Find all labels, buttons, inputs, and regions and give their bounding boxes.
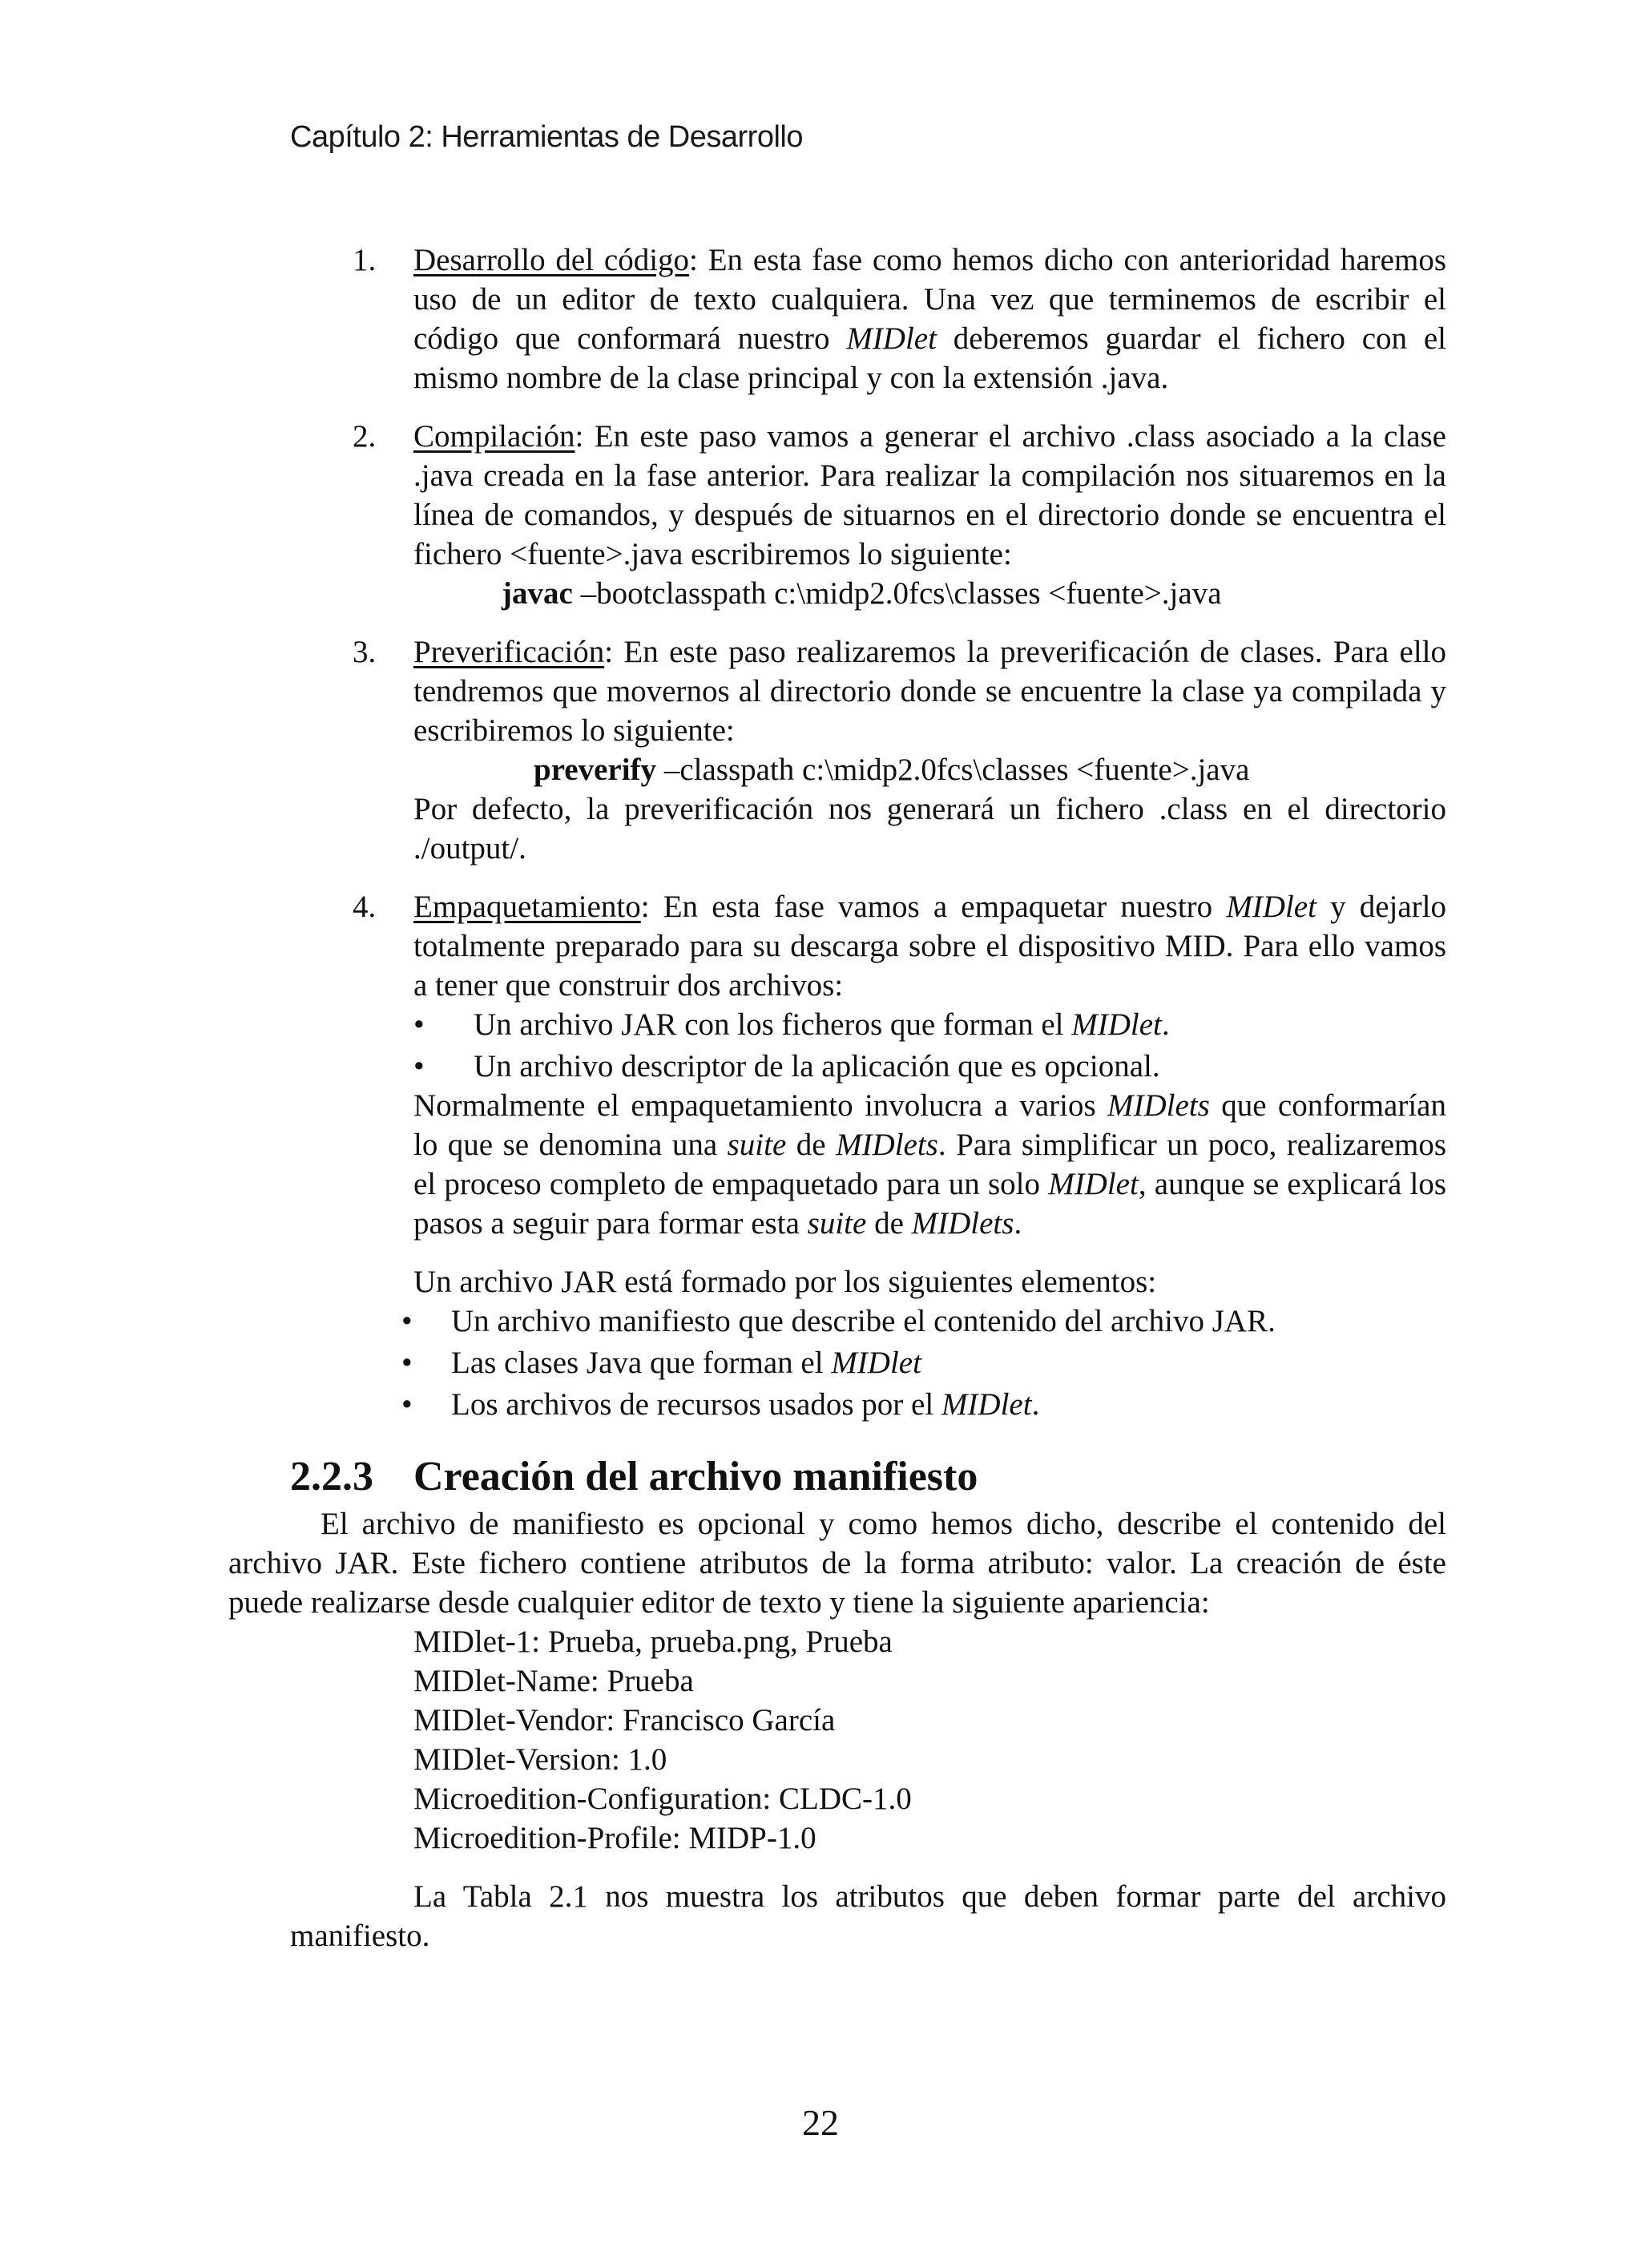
closing-paragraph: La Tabla 2.1 nos muestra los atributos que deben formar parte del archivo manifiesto. <box>290 1879 1446 1953</box>
bullet-item: • Un archivo descriptor de la aplicación que es opcional. <box>413 1047 1446 1086</box>
bullet-icon: • <box>401 1346 413 1380</box>
list-item <box>228 887 1446 1243</box>
manifest-line: MIDlet-Vendor: Francisco García <box>413 1703 836 1737</box>
step-text: deberemos guardar el fichero con el mismo nombre de la clase principal y con la extensión .java. <box>413 321 1446 395</box>
page-number: 22 <box>802 2102 839 2143</box>
manifest-example <box>228 1622 1446 1858</box>
section-number: 2.2.3 <box>290 1454 373 1499</box>
step-title: Preverificación <box>413 635 605 669</box>
step-text: : En esta fase como hemos dicho con anterioridad haremos uso de un editor de texto cualquiera. Una vez que terminemos de escribir el código que conformará nuestro <box>413 243 1446 356</box>
command-line <box>413 574 1446 613</box>
manifest-line: MIDlet-Version: 1.0 <box>413 1742 667 1777</box>
file-bullets <box>413 1005 1446 1086</box>
jar-elements <box>228 1262 1446 1424</box>
step-italic: MIDlet <box>1226 890 1316 924</box>
section-title: Creación del archivo manifiesto <box>413 1454 978 1499</box>
list-item <box>228 417 1446 613</box>
page-content <box>228 240 1446 1955</box>
step-text: y dejarlo totalmente preparado para su descarga sobre el dispositivo MID. Para ello vamos a tener que construir dos archivos: <box>413 890 1447 1003</box>
page-header: Capítulo 2: Herramientas de Desarrollo <box>290 120 803 154</box>
step-title: Desarrollo del código <box>413 243 690 277</box>
manifest-line: MIDlet-1: Prueba, prueba.png, Prueba <box>413 1624 893 1659</box>
bullet-icon: • <box>413 1049 425 1084</box>
command-line <box>413 750 1446 789</box>
manifest-line: MIDlet-Name: Prueba <box>413 1664 694 1698</box>
steps-list <box>228 240 1446 1243</box>
bullet-item: • Las clases Java que forman el MIDlet <box>401 1343 1434 1382</box>
manifest-line: Microedition-Profile: MIDP-1.0 <box>413 1821 816 1855</box>
list-number: 2. <box>353 419 377 454</box>
bullet-icon: • <box>413 1007 425 1042</box>
step-text: : En esta fase vamos a empaquetar nuestro <box>640 890 1227 924</box>
list-item <box>228 240 1446 398</box>
jar-bullets <box>401 1301 1446 1424</box>
manifest-line: Microedition-Configuration: CLDC-1.0 <box>413 1782 912 1816</box>
list-number: 4. <box>353 890 377 924</box>
command-args: –bootclasspath c:\midp2.0fcs\classes <fuente>.java <box>572 576 1222 611</box>
bullet-item: • Los archivos de recursos usados por el MIDlet. <box>401 1385 1434 1424</box>
section-heading <box>290 1451 1446 1503</box>
step-text: : En este paso vamos a generar el archivo .class asociado a la clase .java creada en la fase anterior. Para realizar la compilación nos situaremos en la línea de comandos, y después de situarnos en el directorio donde se encuentra el fichero <fuente>.java escribiremos lo siguiente: <box>413 419 1446 571</box>
command-name: javac <box>502 576 573 611</box>
packaging-paragraph: Normalmente el empaquetamiento involucra a varios MIDlets que conformarían lo que se denomina una suite de MIDlets. Para simplificar un poco, realizaremos el proceso completo de empaquetado para un solo MIDlet, aunque se explicará los pasos a seguir para formar esta suite de MIDlets. <box>413 1088 1447 1241</box>
bullet-item: • Un archivo JAR con los ficheros que forman el MIDlet. <box>413 1005 1446 1044</box>
list-item <box>228 632 1446 868</box>
list-number: 1. <box>353 243 377 277</box>
step-note: Por defecto, la preverificación nos generará un fichero .class en el directorio ./output/. <box>413 792 1446 866</box>
list-number: 3. <box>353 635 377 669</box>
step-title: Empaquetamiento <box>413 890 641 924</box>
bullet-icon: • <box>401 1387 413 1422</box>
step-title: Compilación <box>413 419 575 454</box>
command-name: preverify <box>534 753 657 787</box>
bullet-icon: • <box>401 1304 413 1338</box>
bullet-item: • Un archivo manifiesto que describe el contenido del archivo JAR. <box>401 1301 1434 1341</box>
jar-intro: Un archivo JAR está formado por los siguientes elementos: <box>413 1265 1157 1299</box>
step-italic: MIDlet <box>846 321 937 356</box>
section-paragraph: El archivo de manifiesto es opcional y como hemos dicho, describe el contenido del archivo JAR. Este fichero contiene atributos de la forma atributo: valor. La creación de éste puede realizarse desde cualquier editor de texto y tiene la siguiente apariencia: <box>228 1507 1446 1620</box>
step-text: : En este paso realizaremos la preverificación de clases. Para ello tendremos que movernos al directorio donde se encuentre la clase ya compilada y escribiremos lo siguiente: <box>413 635 1446 748</box>
command-args: –classpath c:\midp2.0fcs\classes <fuente>.java <box>656 753 1250 787</box>
